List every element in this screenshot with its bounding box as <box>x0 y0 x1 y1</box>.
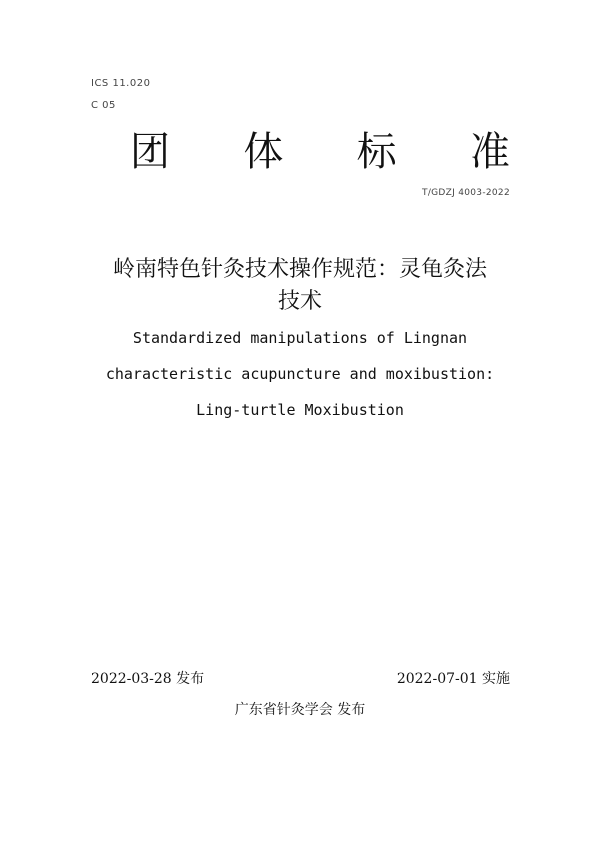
standard-type-char: 标 <box>356 129 397 175</box>
chinese-title-line: 岭南特色针灸技术操作规范：灵龟灸法 <box>112 257 487 282</box>
ccs-code: C 05 <box>91 100 116 111</box>
ics-code: ICS 11.020 <box>91 78 151 89</box>
english-title <box>60 320 540 428</box>
chinese-title <box>70 254 530 318</box>
standard-type-char: 团 <box>130 129 170 175</box>
standard-type-char: 体 <box>243 129 284 175</box>
english-title-line: characteristic acupuncture and moxibustion: <box>105 365 495 383</box>
standard-type-heading <box>130 124 510 180</box>
english-title-line: Standardized manipulations of Lingnan <box>132 329 468 347</box>
chinese-title-line: 技术 <box>277 289 322 314</box>
issue-date: 2022-03-28 发布 <box>91 671 205 687</box>
standard-number: T/GDZJ 4003-2022 <box>422 188 510 198</box>
standard-type-char: 准 <box>469 129 510 175</box>
implementation-date: 2022-07-01 实施 <box>396 671 510 687</box>
publisher: 广东省针灸学会 发布 <box>234 702 366 718</box>
english-title-line: Ling-turtle Moxibustion <box>196 401 404 419</box>
